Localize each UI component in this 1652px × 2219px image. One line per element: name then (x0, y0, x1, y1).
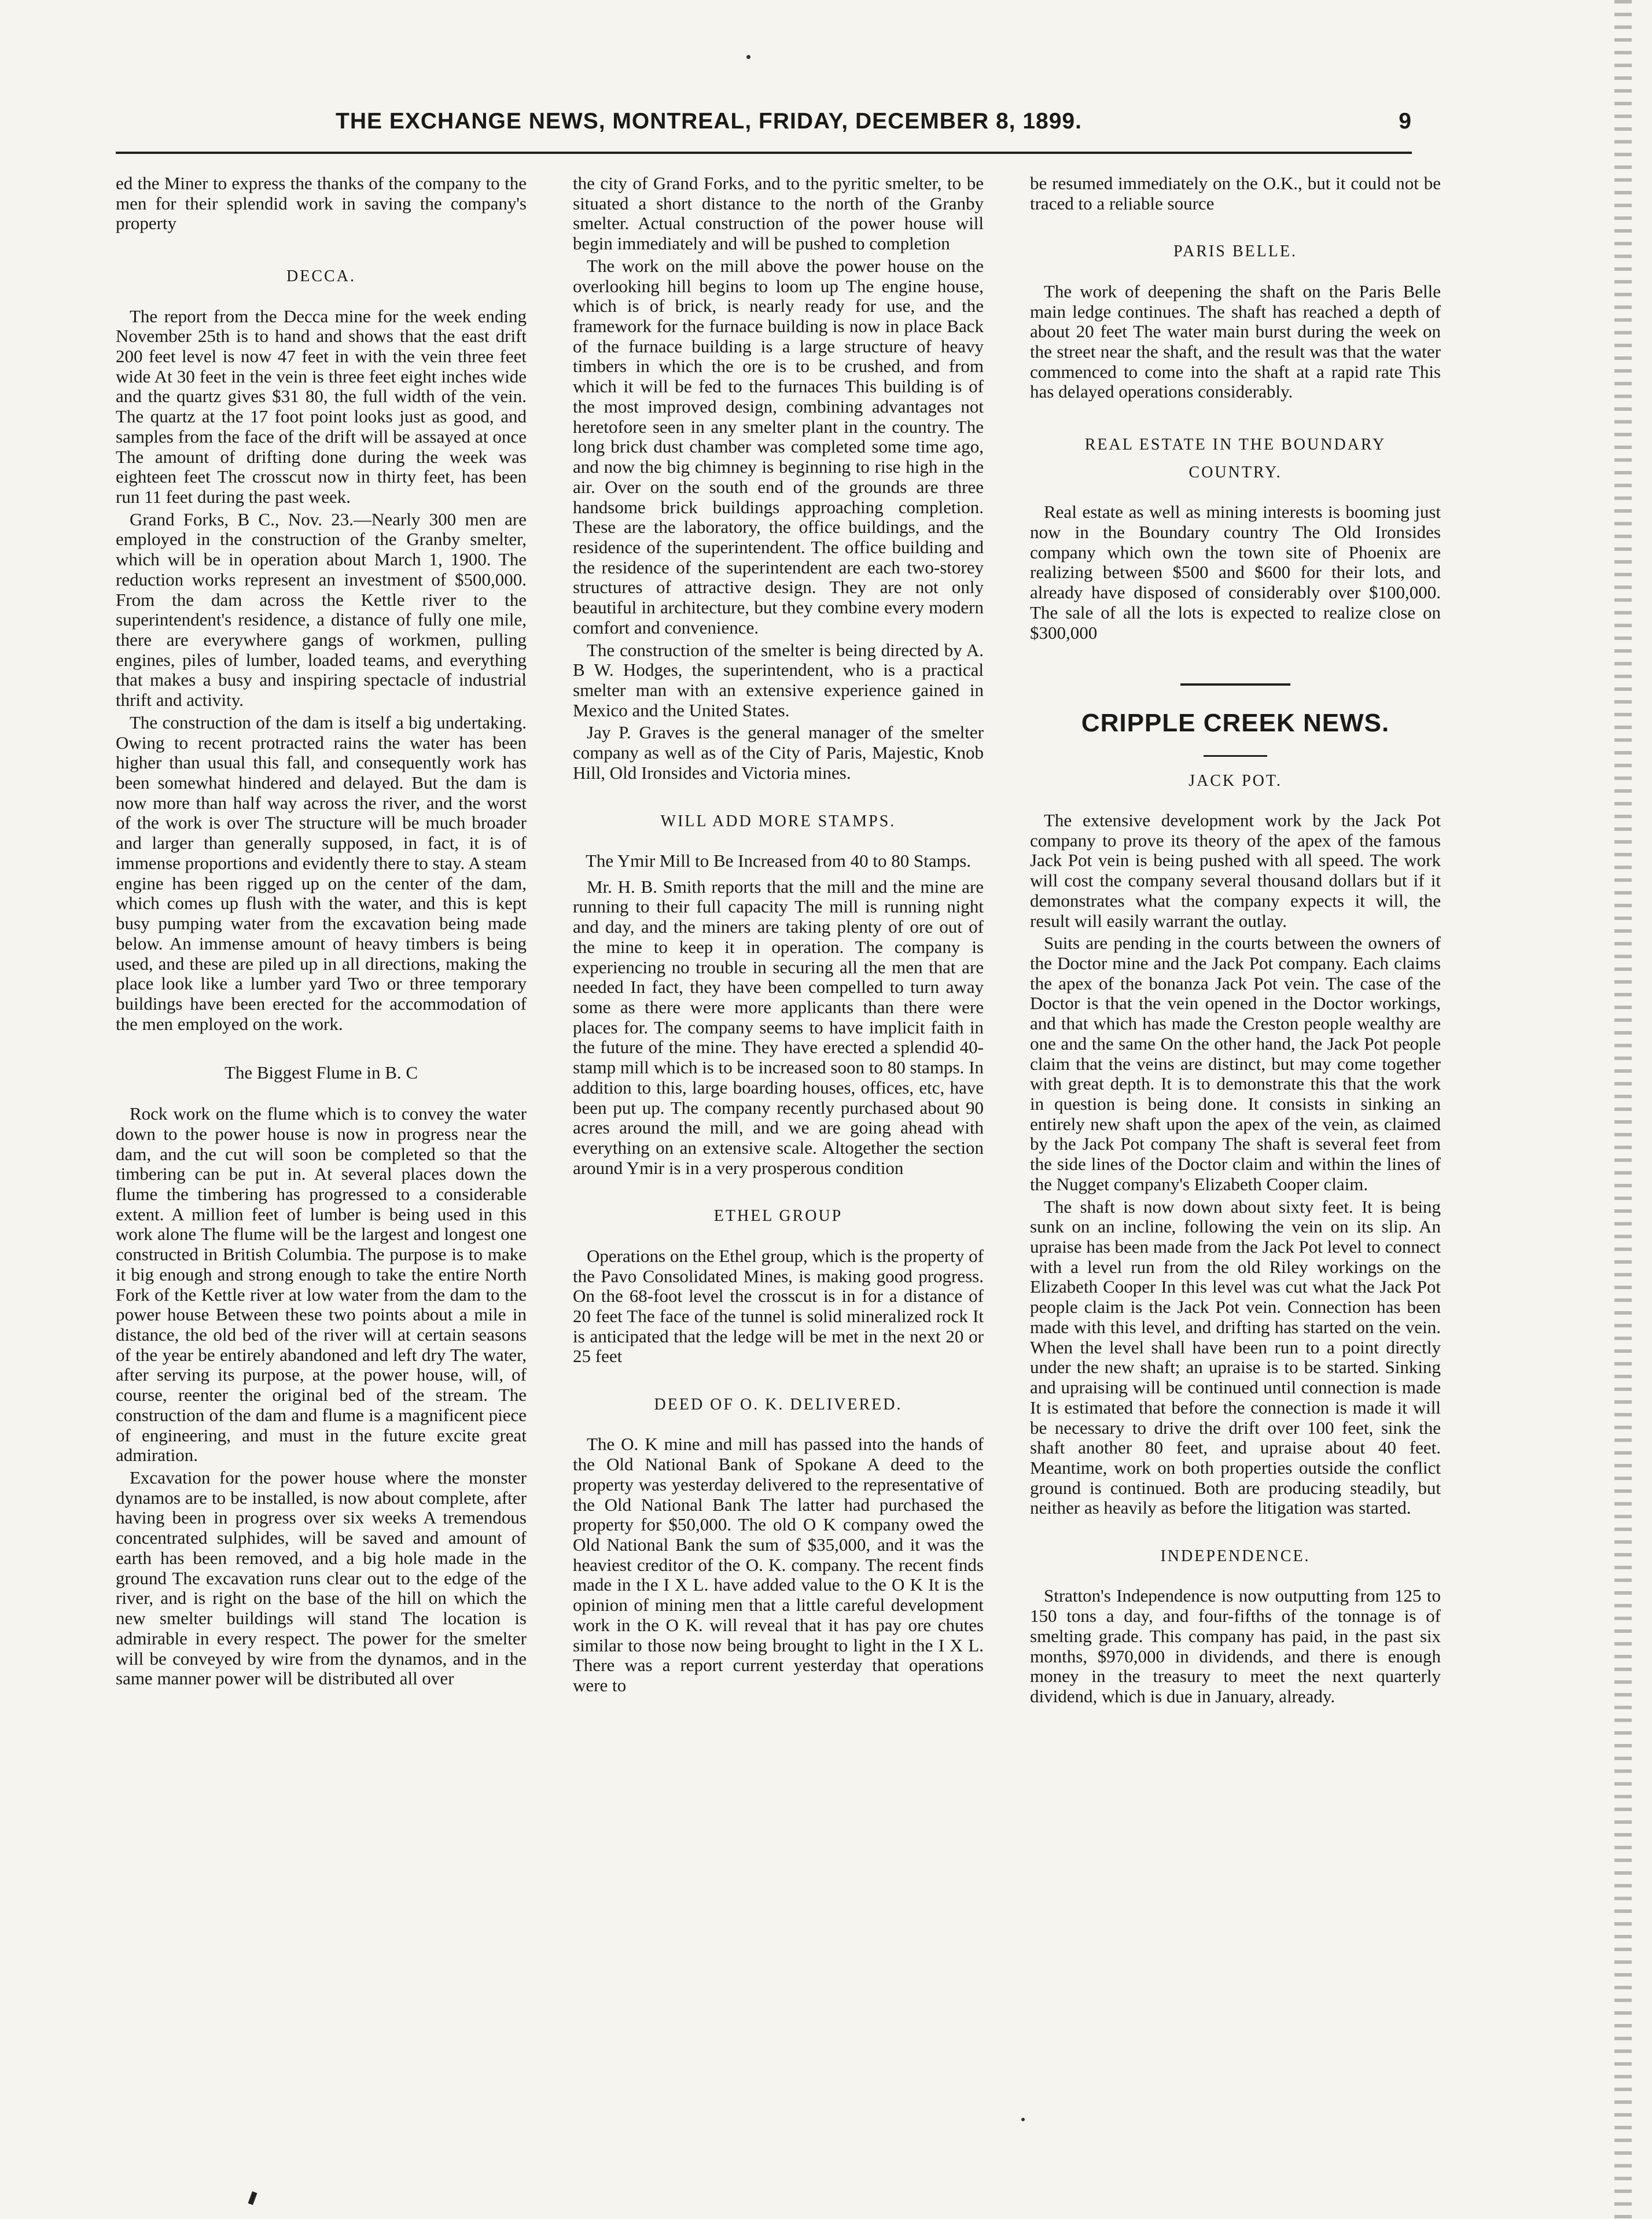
section-heading-ethel: ETHEL GROUP (713, 1207, 843, 1226)
section-subheading: The Ymir Mill to Be Increased from 40 to 80 Stamps. (585, 850, 972, 871)
article-paragraph: Real estate as well as mining interests is booming just now in the Boundary country The Old Ironsides company which own the town site of Phoenix are realizing between $500 and $600 for their lots, and already have disposed of considerably over $100,000. The sale of all the lots is expected to realize close on $300,000 (1030, 502, 1441, 643)
section-heading-jack-pot: JACK POT. (1189, 771, 1282, 790)
article-paragraph: ed the Miner to express the thanks of the company to the men for their splendid work in saving the company's property (116, 173, 527, 234)
ink-speck (1021, 2118, 1025, 2121)
article-paragraph: The shaft is now down about sixty feet. It is being sunk on an incline, following the vein on its slip. An upraise has been made from the Jack Pot level to connect with a level run from the old Riley workings on the Elizabeth Cooper In this level was cut what the Jack Pot people claim is the Jack Pot vein. Connection has been made with this level, and drifting has started on the vein. When the level shall have been run to a point directly under the new shaft; an upraise is to be started. Sinking and upraising will be continued until connection is made It is estimated that before the connection is made it will be necessary to drive the drift over 100 feet, sink the shaft another 80 feet, and upraise about 40 feet. Meantime, work on both properties outside the conflict ground is continued. Both are producing steadily, but neither as heavily as before the litigation was started. (1030, 1196, 1441, 1518)
ink-mark (248, 2191, 257, 2205)
masthead-rule (116, 152, 1412, 154)
page-number: 9 (1399, 109, 1412, 134)
article-paragraph: the city of Grand Forks, and to the pyritic smelter, to be situated a short distance to the north of the Granby smelter. Actual construction of the power house will begin immediately and will be pushed to completion (573, 173, 984, 254)
article-paragraph: Mr. H. B. Smith reports that the mill and the mine are running to their full capacity The mill is running night and day, and the miners are taking plenty of ore out of the mine to keep it in operation. The company is experiencing no trouble in securing all the men that are needed In fact, they have been compelled to turn away some as there were more applicants than there were places for. The company seems to have implicit faith in the future of the mine. They have erected a splendid 40-stamp mill which is to be increased soon to 80 stamps. In addition to this, large boarding houses, offices, etc, have been put up. The company recently purchased about 90 acres around the mill, and we are going ahead with everything on an extensive scale. Altogether the section around Ymir is in a very prosperous condition (573, 876, 984, 1178)
section-heading-decca: DECCA. (286, 267, 356, 286)
scanned-page-edge (1614, 0, 1632, 2219)
article-paragraph: The construction of the smelter is being directed by A. B W. Hodges, the superintendent, who is a practical smelter man with an extensive experience gained in Mexico and the United States. (573, 639, 984, 720)
newspaper-title: THE EXCHANGE NEWS, MONTREAL, FRIDAY, DECEMBER 8, 1899. (336, 109, 1082, 134)
ink-speck (746, 55, 750, 59)
article-paragraph: The work on the mill above the power house on the overlooking hill begins to loom up The engine house, which is of brick, is nearly ready for use, and the framework for the furnace building is now in place Back of the furnace building is a large structure of heavy timbers in which the ore is to be crushed, and from which it will be fed to the furnaces This building is of the most improved design, combining advantages not heretofore seen in any smelter plant in the country. The long brick dust chamber was completed some time ago, and now the big chimney is beginning to rise high in the air. Over on the south end of the grounds are three handsome brick buildings approaching completion. These are the laboratory, the office buildings, and the residence of the superintendent. The office building and the residence of the superintendent are each two-storey structures of attractive design. They are not only beautiful in architecture, but they combine every modern comfort and convenience. (573, 255, 984, 638)
section-heading-cripple-creek: CRIPPLE CREEK NEWS. (1081, 709, 1390, 738)
article-paragraph: Operations on the Ethel group, which is the property of the Pavo Consolidated Mines, is making good progress. On the 68-foot level the crosscut is in for a distance of 20 feet The face of the tunnel is solid mineralized rock It is anticipated that the ledge will be met in the next 20 or 25 feet (573, 1245, 984, 1367)
section-heading-flume: The Biggest Flume in B. C (224, 1062, 418, 1083)
article-paragraph: Stratton's Independence is now outputting from 125 to 150 tons a day, and four-fifths of the tonnage is of smelting grade. This company has paid, in the past six months, $970,000 in dividends, and there is enough money in the treasury to meet the next quarterly dividend, which is due in January, already. (1030, 1585, 1441, 1707)
article-paragraph: The O. K mine and mill has passed into the hands of the Old National Bank of Spokane A deed to the property was yesterday delivered to the representative of the Old National Bank The latter had purchased the property for $50,000. The old O K company owed the Old National Bank the sum of $35,000, and it was the heaviest creditor of the O. K. company. The recent finds made in the I X L. have added value to the O K It is the opinion of mining men that a little careful development work in the O K. will reveal that it has pay ore chutes similar to those now being brought to light in the I X L. There was a report current yesterday that operations were to (573, 1434, 984, 1696)
article-paragraph: Excavation for the power house where the monster dynamos are to be installed, is now about complete, after having been in progress over six weeks A tremendous concentrated sulphides, will be saved and amount of earth has been removed, and a big hole made in the ground The excavation runs clear out to the edge of the river, and is right on the base of the hill on which the new smelter buildings will stand The location is admirable in every respect. The power for the smelter will be conveyed by wire from the dynamos, and in the same manner power will be distributed all over (116, 1467, 527, 1689)
article-paragraph: The construction of the dam is itself a big undertaking. Owing to recent protracted rains the water has been higher than usual this fall, and consequently work has been somewhat hindered and delayed. But the dam is now more than half way across the river, and the worst of the work is over The structure will be much broader and larger than generally supposed, in fact, it is of immense proportions and evidently there to stay. A steam engine has been rigged up on the center of the dam, which comes up flush with the water, and this is kept busy pumping water from the excavation being made below. An immense amount of heavy timbers is being used, and these are piled up in all directions, making the place look like a lumber yard Two or three temporary buildings have been erected for the accommodation of the men employed on the work. (116, 712, 527, 1034)
article-paragraph: The work of deepening the shaft on the Paris Belle main ledge continues. The shaft has reached a depth of about 20 feet The water main burst during the week on the street near the shaft, and the result was that the water commenced to come into the shaft at a rapid rate This has delayed operations considerably. (1030, 281, 1441, 402)
article-paragraph: be resumed immediately on the O.K., but it could not be traced to a reliable source (1030, 173, 1441, 214)
heading-line: COUNTRY. (1189, 463, 1282, 481)
article-paragraph: The extensive development work by the Jack Pot company to prove its theory of the apex of the famous Jack Pot vein is being pushed with all speed. The work will cost the company several thousand dollars but if it demonstrates what the company expects it will, the result will easily warrant the outlay. (1030, 809, 1441, 931)
section-heading-stamps: WILL ADD MORE STAMPS. (660, 812, 896, 830)
section-divider (1180, 683, 1290, 686)
column-2 (573, 174, 984, 1698)
masthead (116, 103, 1412, 143)
article-paragraph: Rock work on the flume which is to convey the water down to the power house is now in progress near the dam, and the cut will soon be completed so that the timbering can be put in. At several places down the flume the timbering has progressed to a considerable extent. A million feet of lumber is being used in this work alone The flume will be the largest and longest one constructed in British Columbia. The purpose is to make it big enough and strong enough to take the entire North Fork of the Kettle river at low water from the dam to the power house Between these two points about a mile in distance, the old bed of the river will at certain seasons of the year be entirely abandoned and left dry The water, after serving its purpose, at the power house, will, of course, reenter the original bed of the stream. The construction of the dam and flume is a magnificent piece of engineering, and must in the future excite great admiration. (116, 1103, 527, 1466)
section-heading-paris-belle: PARIS BELLE. (1173, 242, 1297, 261)
column-3 (1030, 174, 1441, 1709)
article-paragraph: Grand Forks, B C., Nov. 23.—Nearly 300 men are employed in the construction of the Granby smelter, which will be in operation about March 1, 1900. The reduction works represent an investment of $500,000. From the dam across the Kettle river to the superintendent's residence, a distance of fully one mile, there are everywhere gangs of workmen, pulling engines, piles of lumber, loaded teams, and everything that makes a busy and inspiring spectacle of industrial thrift and activity. (116, 509, 527, 711)
section-heading-deed: DEED OF O. K. DELIVERED. (654, 1396, 903, 1414)
article-paragraph: Jay P. Graves is the general manager of the smelter company as well as of the City of Paris, Majestic, Knob Hill, Old Ironsides and Victoria mines. (573, 722, 984, 783)
section-divider (1204, 755, 1267, 757)
column-1 (116, 174, 527, 1691)
heading-line: REAL ESTATE IN THE BOUNDARY (1084, 436, 1386, 454)
section-heading-real-estate (1030, 431, 1441, 486)
section-heading-independence: INDEPENDENCE. (1160, 1547, 1311, 1566)
article-paragraph: The report from the Decca mine for the week ending November 25th is to hand and shows that the east drift 200 feet level is now 47 feet in with the vein three feet wide At 30 feet in the vein is three feet eight inches wide and the quartz gives $31 80, the full width of the vein. The quartz at the 17 foot point looks just as good, and samples from the face of the drift will be assayed at once The amount of drifting done during the week was eighteen feet The crosscut now in thirty feet, has been run 11 feet during the past week. (116, 306, 527, 507)
article-paragraph: Suits are pending in the courts between the owners of the Doctor mine and the Jack Pot company. Each claims the apex of the bonanza Jack Pot vein. The case of the Doctor is that the vein opened in the Doctor workings, and that which has made the Creston people wealthy are one and the same On the other hand, the Jack Pot people claim that the veins are distinct, but may come together with great depth. It is to demonstrate this that the work in question is being done. It consists in sinking an entirely new shaft upon the apex of the vein, as claimed by the Jack Pot company The shaft is several feet from the side lines of the Doctor claim and within the lines of the Nugget company's Elizabeth Cooper claim. (1030, 933, 1441, 1194)
